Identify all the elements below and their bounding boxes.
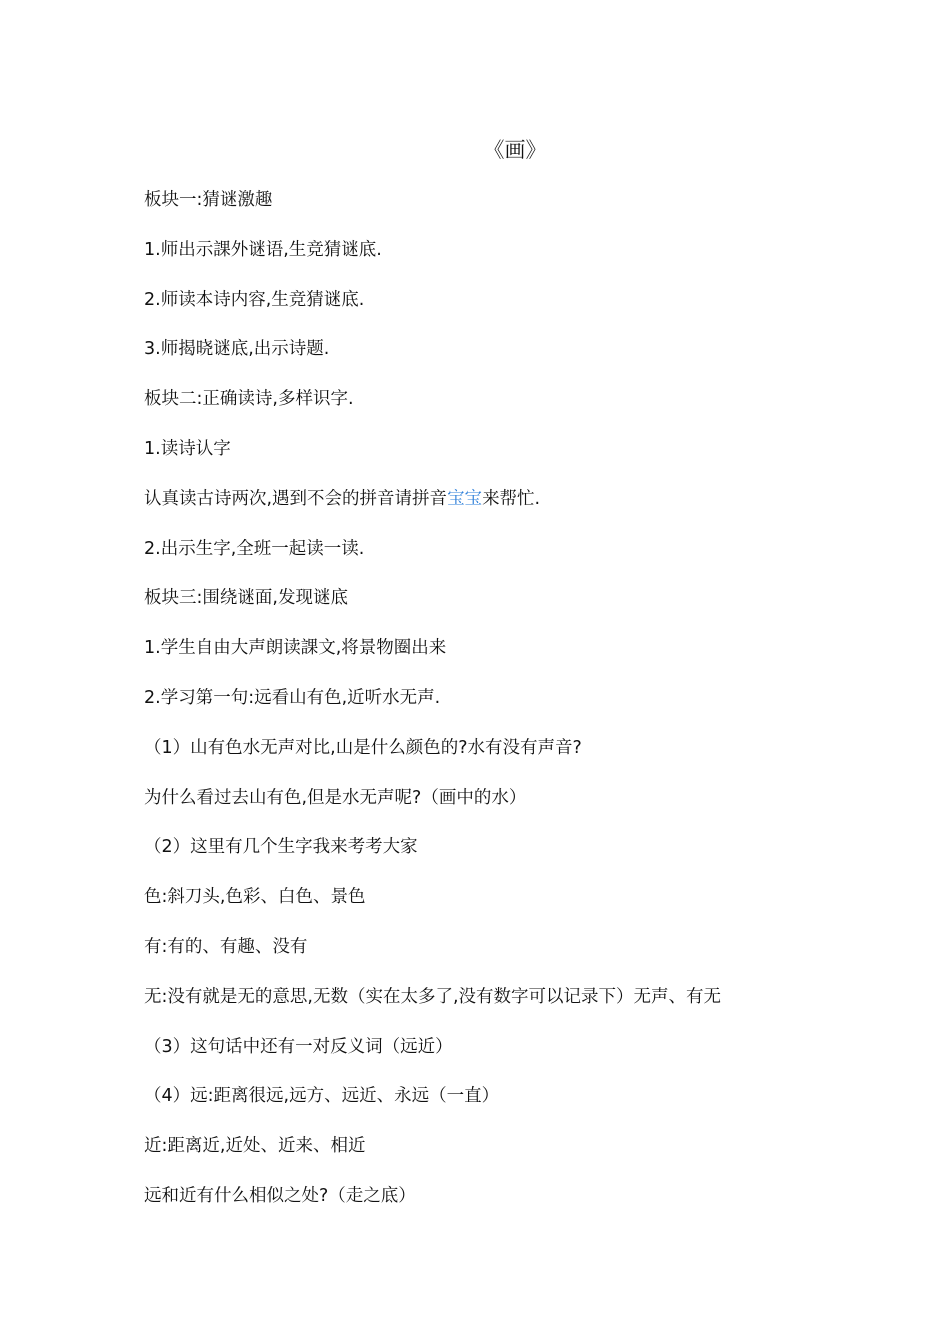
paragraph: 色:斜刀头,色彩、白色、景色 [144, 887, 366, 908]
paragraph: （2）这里有几个生字我来考考大家 [144, 837, 418, 858]
document-body [144, 186, 904, 1232]
highlighted-word: 宝宝 [447, 488, 483, 509]
paragraph: 为什么看过去山有色,但是水无声呢?（画中的水） [144, 787, 527, 808]
section-heading-2: 板块二:正确读诗,多样识字. [144, 389, 354, 410]
paragraph: 2.师读本诗内容,生竞猜谜底. [144, 289, 365, 310]
section-heading-1: 板块一:猜谜激趣 [144, 190, 273, 210]
paragraph: （3）这句话中还有一对反义词（远近） [144, 1036, 453, 1057]
paragraph: 近:距离近,近处、近来、相近 [144, 1136, 366, 1157]
paragraph: 3.师揭晓谜底,出示诗题. [144, 339, 330, 360]
paragraph: 无:没有就是无的意思,无数（实在太多了,没有数字可以记录下）无声、有无 [144, 986, 722, 1007]
paragraph: 1.师出示課外谜语,生竞猜谜底. [144, 239, 382, 260]
paragraph: 2.学习第一句:远看山有色,近听水无声. [144, 687, 441, 708]
paragraph: （1）山有色水无声对比,山是什么颜色的?水有没有声音? [144, 737, 582, 758]
paragraph: （4）远:距离很远,远方、远近、永远（一直） [144, 1086, 500, 1107]
section-heading-3: 板块三:围绕谜面,发现谜底 [144, 588, 348, 609]
paragraph: 1.读诗认字 [144, 438, 231, 459]
paragraph-pinyin-help [144, 485, 904, 535]
pinyin-text-after: 来帮忙. [482, 488, 541, 509]
paragraph: 2.出示生字,全班一起读一读. [144, 538, 365, 559]
document-title: 《画》 [483, 138, 547, 162]
paragraph: 远和近有什么相似之处?（走之底） [144, 1185, 416, 1206]
pinyin-text-before: 认真读古诗两次,遇到不会的拼音请拼音 [144, 488, 448, 509]
paragraph: 1.学生自由大声朗读課文,将景物圈出来 [144, 638, 447, 659]
paragraph: 有:有的、有趣、没有 [144, 936, 308, 957]
